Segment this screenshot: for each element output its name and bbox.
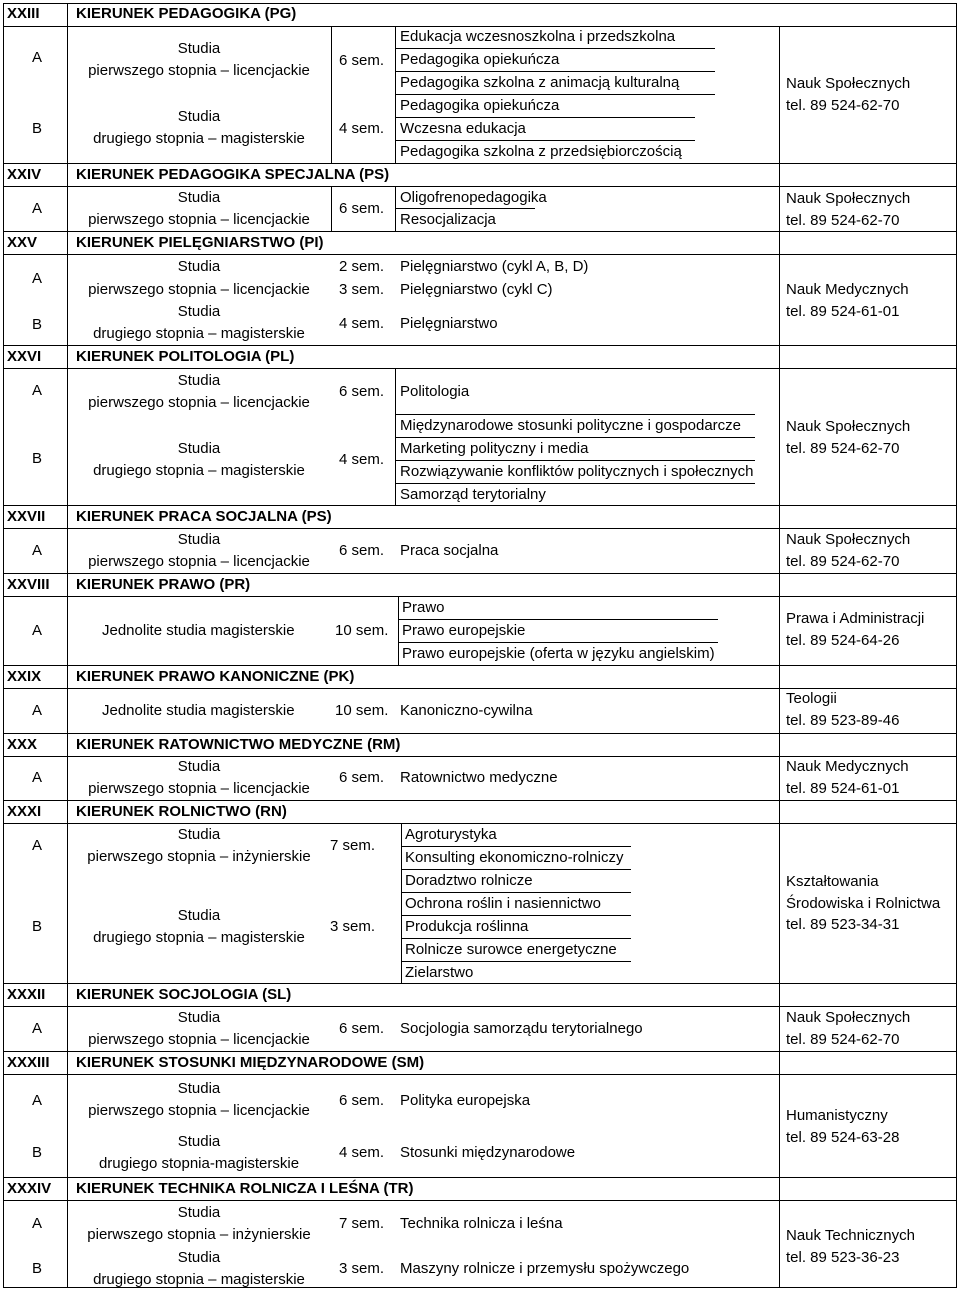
level-letter: A [32,1020,43,1037]
study-type: Studia [177,40,221,57]
section-title: KIERUNEK PRACA SOCJALNA (PS) [76,508,332,525]
specialization: Technika rolnicza i leśna [400,1215,563,1232]
level-letter: A [32,382,43,399]
section-number: XXXIV [7,1180,52,1197]
faculty-phone: tel. 89 524-62-70 [786,553,900,570]
specialization: Marketing polityczny i media [400,440,589,457]
faculty-name: Środowiska i Rolnictwa [786,895,941,912]
section-title: KIERUNEK POLITOLOGIA (PL) [76,348,295,365]
section-title: KIERUNEK PEDAGOGIKA (PG) [76,5,297,22]
faculty-name: Teologii [786,690,837,707]
faculty-phone: tel. 89 524-61-01 [786,303,900,320]
specialization: Zielarstwo [405,964,474,981]
level-letter: B [32,450,43,467]
specialization: Pielęgniarstwo (cykl A, B, D) [400,258,589,275]
faculty-phone: tel. 89 524-61-01 [786,780,900,797]
specialization: Stosunki międzynarodowe [400,1144,576,1161]
study-type: Studia [177,303,221,320]
specialization: Maszyny rolnicze i przemysłu spożywczego [400,1260,690,1277]
specialization: Pedagogika opiekuńcza [400,97,560,114]
faculty-phone: tel. 89 524-62-70 [786,212,900,229]
faculty-phone: tel. 89 524-63-28 [786,1129,900,1146]
specialization: Rozwiązywanie konfliktów politycznych i społecznych [400,463,754,480]
specialization: Politologia [400,383,470,400]
level-letter: A [32,622,43,639]
study-level: pierwszego stopnia – licencjackie [88,281,310,298]
level-letter: A [32,837,43,854]
section-number: XXIII [7,5,40,22]
study-type: Studia [177,189,221,206]
specialization: Socjologia samorządu terytorialnego [400,1020,643,1037]
study-type: Studia [177,758,221,775]
study-level: drugiego stopnia – magisterskie [93,929,305,946]
section-number: XXVIII [7,576,50,593]
level-letter: A [32,49,43,66]
specialization: Polityka europejska [400,1092,531,1109]
semesters: 7 sem. [339,1215,385,1232]
section-number: XXIV [7,166,42,183]
specialization: Agroturystyka [405,826,497,843]
faculty-phone: tel. 89 524-64-26 [786,632,900,649]
specialization: Praca socjalna [400,542,499,559]
semesters: 4 sem. [339,315,385,332]
specialization: Międzynarodowe stosunki polityczne i gospodarcze [400,417,742,434]
section-title: KIERUNEK PRAWO KANONICZNE (PK) [76,668,355,685]
study-type: Studia [177,258,221,275]
semesters: 6 sem. [339,200,385,217]
semesters: 6 sem. [339,542,385,559]
level-letter: A [32,200,43,217]
level-letter: A [32,702,43,719]
faculty-name: Kształtowania [786,873,879,890]
semesters: 4 sem. [339,1144,385,1161]
study-type: Studia [177,1204,221,1221]
faculty-name: Nauk Społecznych [786,531,911,548]
study-level: Jednolite studia magisterskie [102,622,295,639]
specialization: Produkcja roślinna [405,918,529,935]
study-level: drugiego stopnia – magisterskie [93,1271,305,1288]
faculty-name: Nauk Medycznych [786,281,909,298]
study-level: pierwszego stopnia – licencjackie [88,62,310,79]
study-type: Studia [177,1249,221,1266]
study-level: pierwszego stopnia – licencjackie [88,1102,310,1119]
semesters: 6 sem. [339,769,385,786]
level-letter: B [32,1260,43,1277]
specialization: Pedagogika szkolna z przedsiębiorczością [400,143,682,160]
semesters: 2 sem. [339,258,385,275]
semesters: 3 sem. [339,281,385,298]
specialization: Ochrona roślin i nasiennictwo [405,895,601,912]
study-level: pierwszego stopnia – licencjackie [88,553,310,570]
faculty-phone: tel. 89 523-89-46 [786,712,900,729]
faculty-name: Humanistyczny [786,1107,888,1124]
section-number: XXIX [7,668,42,685]
study-type: Studia [177,826,221,843]
specialization: Pedagogika szkolna z animacją kulturalną [400,74,680,91]
specialization: Kanoniczno-cywilna [400,702,533,719]
specialization: Rolnicze surowce energetyczne [405,941,617,958]
specialization: Doradztwo rolnicze [405,872,533,889]
study-type: Studia [177,372,221,389]
semesters: 6 sem. [339,52,385,69]
section-title: KIERUNEK TECHNIKA ROLNICZA I LEŚNA (TR) [76,1180,414,1197]
faculty-name: Nauk Społecznych [786,418,911,435]
section-title: KIERUNEK RATOWNICTWO MEDYCZNE (RM) [76,736,401,753]
study-level: drugiego stopnia – magisterskie [93,325,305,342]
faculty-phone: tel. 89 524-62-70 [786,97,900,114]
study-level: pierwszego stopnia – licencjackie [88,780,310,797]
faculty-name: Nauk Społecznych [786,1009,911,1026]
level-letter: A [32,769,43,786]
semesters: 3 sem. [339,1260,385,1277]
faculty-name: Nauk Społecznych [786,75,911,92]
level-letter: A [32,270,43,287]
specialization: Wczesna edukacja [400,120,526,137]
study-level: pierwszego stopnia – licencjackie [88,394,310,411]
specialization: Edukacja wczesnoszkolna i przedszkolna [400,28,676,45]
semesters: 4 sem. [339,120,385,137]
semesters: 3 sem. [330,918,376,935]
section-title: KIERUNEK PEDAGOGIKA SPECJALNA (PS) [76,166,390,183]
study-level: drugiego stopnia – magisterskie [93,462,305,479]
section-number: XXXII [7,986,46,1003]
semesters: 10 sem. [335,702,389,719]
study-type: Studia [177,1133,221,1150]
section-number: XXVII [7,508,46,525]
study-level: pierwszego stopnia – inżynierskie [87,848,311,865]
faculty-name: Nauk Medycznych [786,758,909,775]
study-type: Studia [177,907,221,924]
specialization: Pielęgniarstwo [400,315,498,332]
specialization: Resocjalizacja [400,211,496,228]
semesters: 4 sem. [339,451,385,468]
level-letter: B [32,918,43,935]
faculty-name: Prawa i Administracji [786,610,925,627]
semesters: 6 sem. [339,1020,385,1037]
semesters: 10 sem. [335,622,389,639]
study-level: drugiego stopnia – magisterskie [93,130,305,147]
study-type: Studia [177,1009,221,1026]
faculty-name: Nauk Technicznych [786,1227,915,1244]
faculty-phone: tel. 89 523-34-31 [786,916,900,933]
level-letter: B [32,316,43,333]
semesters: 7 sem. [330,837,376,854]
specialization: Pielęgniarstwo (cykl C) [400,281,553,298]
specialization: Samorząd terytorialny [400,486,546,503]
section-title: KIERUNEK PIELĘGNIARSTWO (PI) [76,234,324,251]
specialization: Pedagogika opiekuńcza [400,51,560,68]
level-letter: B [32,120,43,137]
specialization: Prawo europejskie [402,622,526,639]
specialization: Prawo europejskie (oferta w języku angielskim) [402,645,715,662]
level-letter: A [32,542,43,559]
section-number: XXVI [7,348,42,365]
specialization: Konsulting ekonomiczno-rolniczy [405,849,624,866]
section-number: XXXIII [7,1054,50,1071]
specialization: Prawo [402,599,445,616]
study-level: drugiego stopnia-magisterskie [98,1155,300,1172]
specialization: Ratownictwo medyczne [400,769,558,786]
section-title: KIERUNEK SOCJOLOGIA (SL) [76,986,292,1003]
level-letter: A [32,1215,43,1232]
section-number: XXX [7,736,38,753]
section-title: KIERUNEK STOSUNKI MIĘDZYNARODOWE (SM) [76,1054,425,1071]
study-type: Studia [177,440,221,457]
faculty-phone: tel. 89 523-36-23 [786,1249,900,1266]
section-title: KIERUNEK PRAWO (PR) [76,576,251,593]
study-type: Studia [177,531,221,548]
section-number: XXV [7,234,38,251]
study-level: Jednolite studia magisterskie [102,702,295,719]
faculty-phone: tel. 89 524-62-70 [786,440,900,457]
section-number: XXXI [7,803,42,820]
study-type: Studia [177,108,221,125]
semesters: 6 sem. [339,1092,385,1109]
faculty-name: Nauk Społecznych [786,190,911,207]
section-title: KIERUNEK ROLNICTWO (RN) [76,803,287,820]
specialization: Oligofrenopedagogika [400,189,547,206]
study-type: Studia [177,1080,221,1097]
level-letter: A [32,1092,43,1109]
level-letter: B [32,1144,43,1161]
faculty-phone: tel. 89 524-62-70 [786,1031,900,1048]
study-level: pierwszego stopnia – inżynierskie [87,1226,311,1243]
semesters: 6 sem. [339,383,385,400]
study-level: pierwszego stopnia – licencjackie [88,1031,310,1048]
study-level: pierwszego stopnia – licencjackie [88,211,310,228]
